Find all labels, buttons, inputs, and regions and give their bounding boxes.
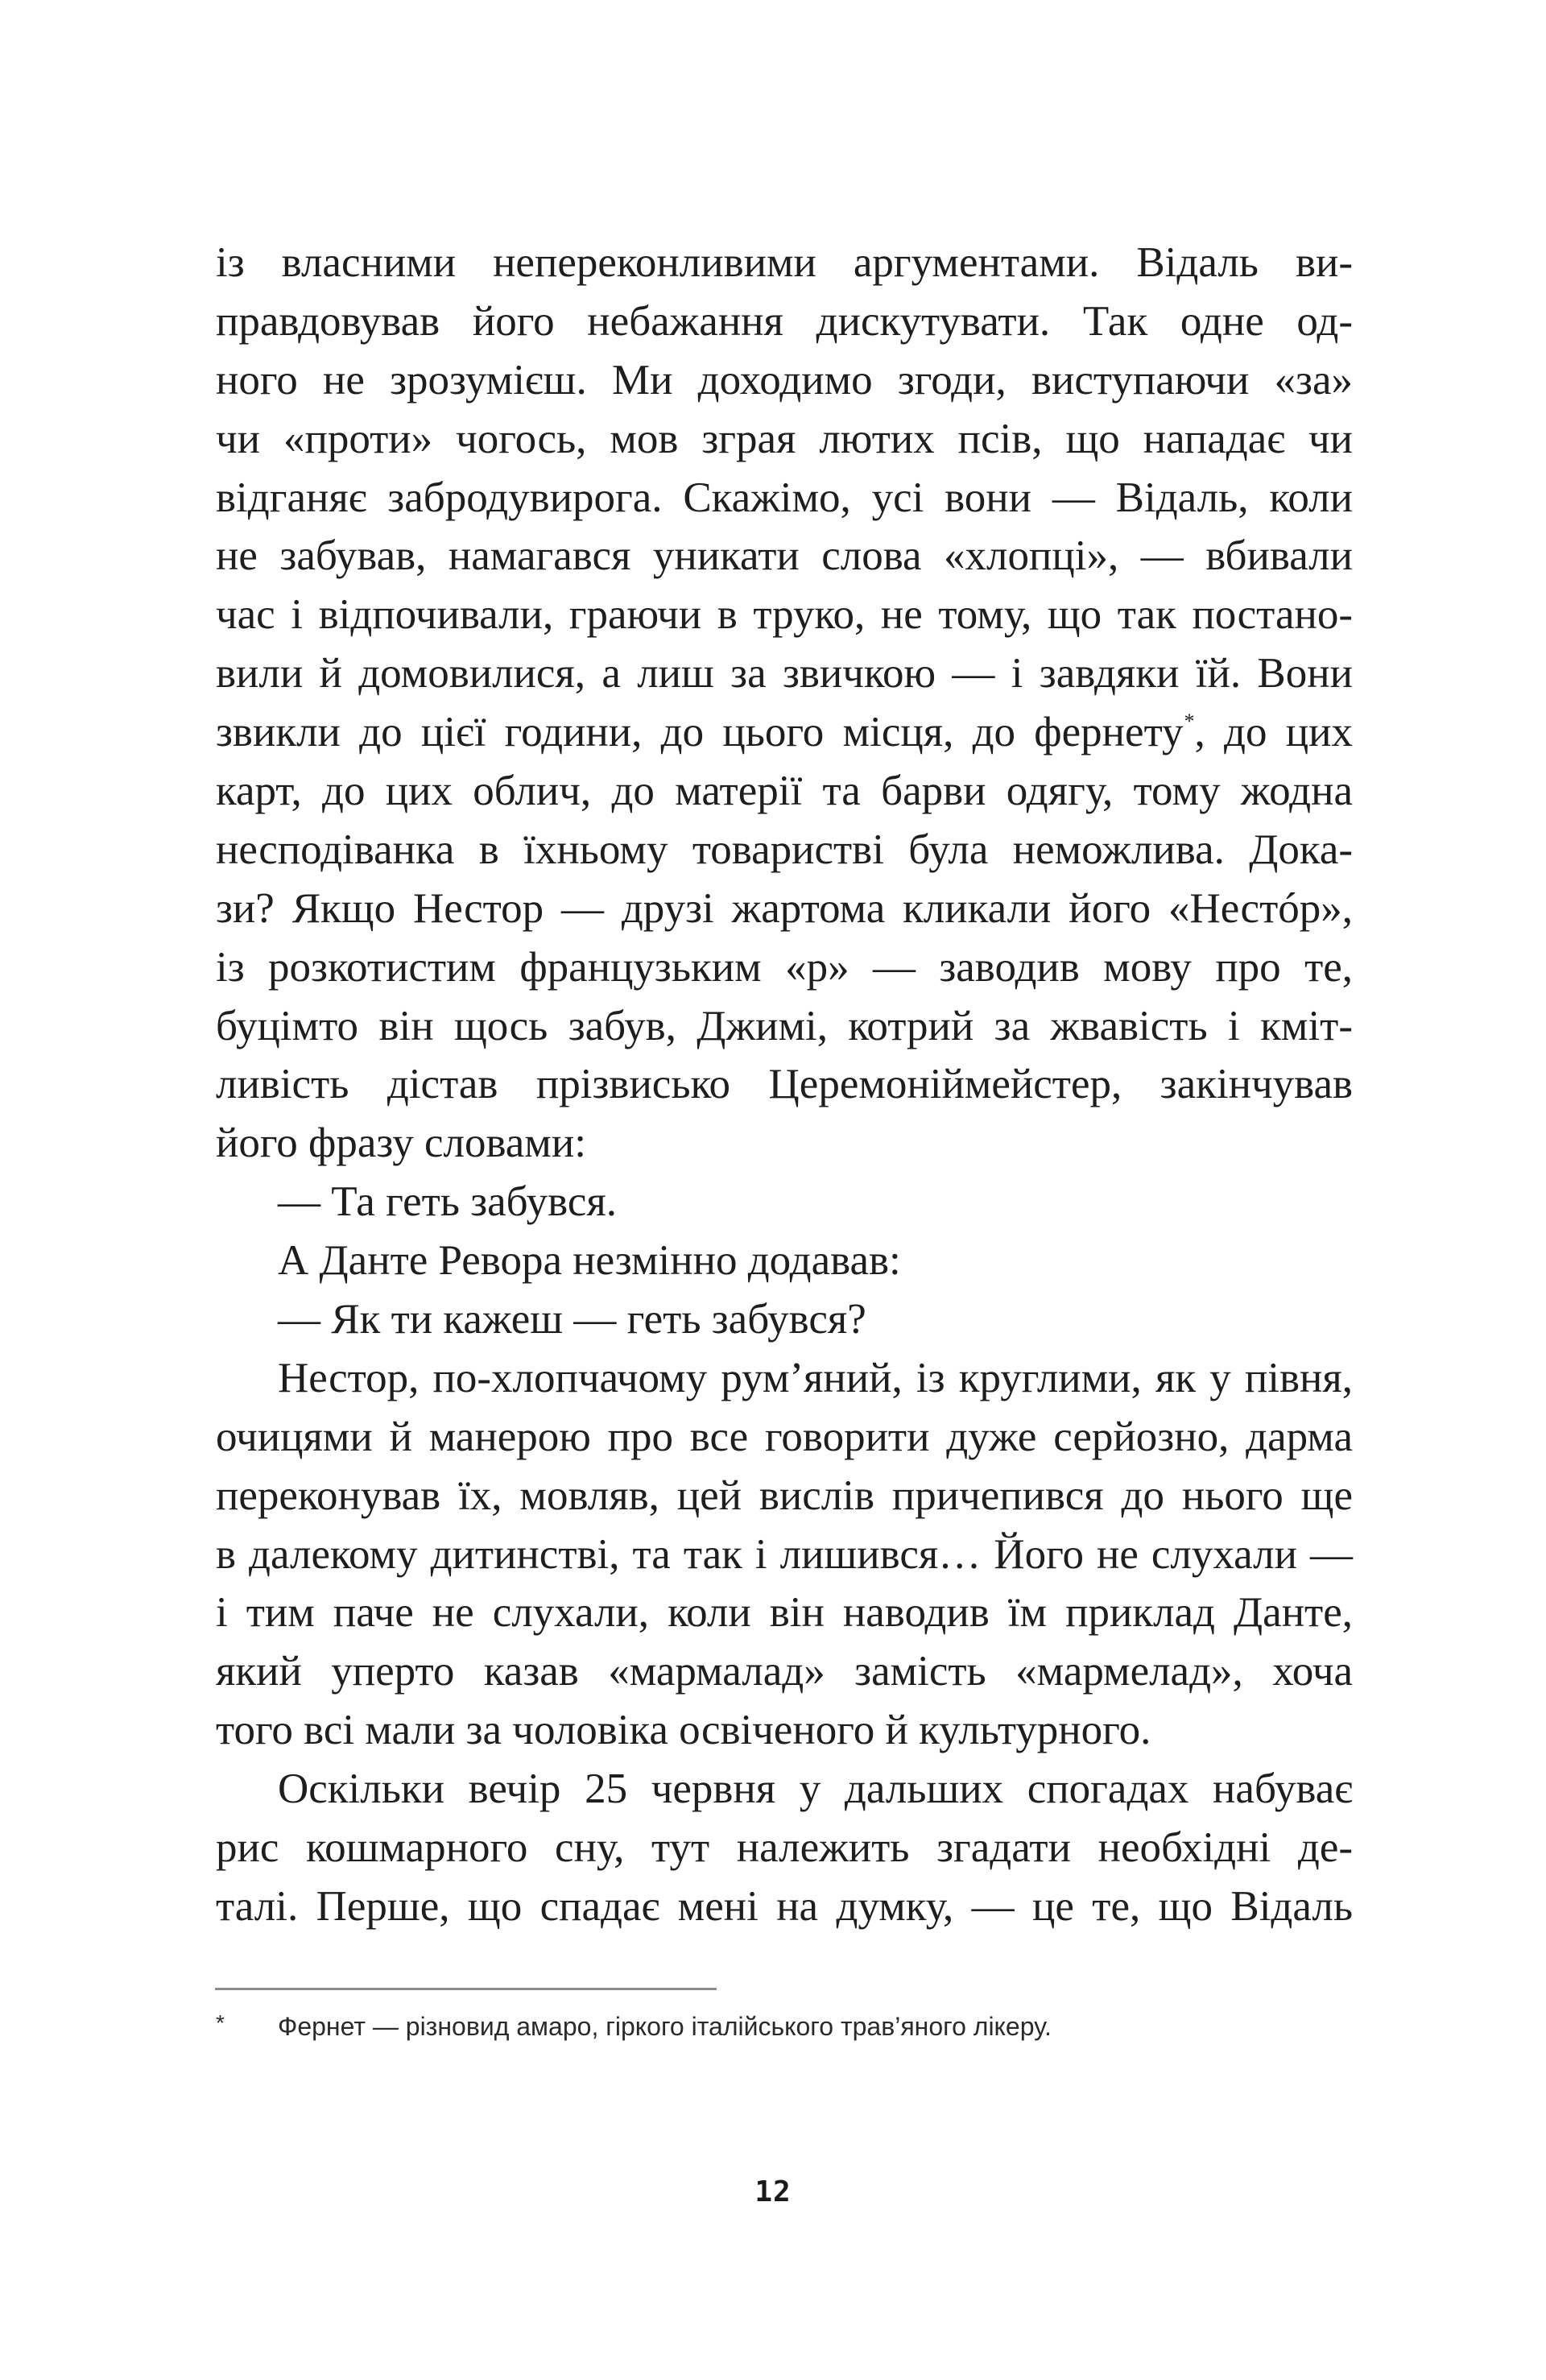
text-line: А Данте Ревора незмінно додавав: <box>278 1237 901 1285</box>
text-line: із розкотистим французьким «р» — заводив мову про те, <box>216 943 1353 991</box>
text-line: який уперто казав «мармалад» замість «мармелад», хоча <box>216 1648 1353 1695</box>
text-line: ного не зрозумієш. Ми доходимо згоди, виступаючи «за» <box>216 356 1353 404</box>
footnote-marker: * <box>216 2010 225 2035</box>
text-line: зи? Якщо Нестор — друзі жартома кликали його «Нестóр», <box>216 884 1353 932</box>
text-line: буцімто він щось забув, Джимі, котрий за жвавість і кміт- <box>216 1002 1353 1049</box>
text-line: вили й домовилися, а лиш за звичкою — і завдяки їй. Вони <box>216 650 1353 697</box>
footnote-reference[interactable]: * <box>1184 710 1195 734</box>
text-line: його фразу словами: <box>216 1120 586 1167</box>
text-line: в далекому дитинстві, та так і лишився… Його не слухали — <box>216 1530 1353 1578</box>
paragraph-first-line: Нестор, по-хлопчачому рум’яний, із круглими, як у півня, <box>278 1354 1353 1401</box>
text-line: несподіванка в їхньому товаристві була неможлива. Дока- <box>216 826 1353 873</box>
text-line: переконував їх, мовляв, цей вислів причепився до нього ще <box>216 1471 1353 1519</box>
text-segment: звикли до цієї години, до цього місця, до фернету <box>216 709 1184 756</box>
text-line: із власними непереконливими аргументами. Відаль ви- <box>216 239 1353 286</box>
text-line: час і відпочивали, граючи в труко, не тому, що так постано- <box>216 591 1353 639</box>
text-line: того всі мали за чоловіка освіченого й культурного. <box>216 1707 1151 1754</box>
footnote <box>216 2010 1353 2043</box>
text-line: очицями й манерою про все говорити дуже серйозно, дарма <box>216 1413 1353 1460</box>
dialogue-line: — Та геть забувся. <box>278 1178 617 1226</box>
text-line: і тим паче не слухали, коли він наводив їм приклад Данте, <box>216 1589 1353 1637</box>
body-text <box>216 234 1353 1936</box>
footnote-separator <box>215 1988 717 1990</box>
text-line: відганяє забродувирога. Скажімо, усі вони — Відаль, коли <box>216 474 1353 521</box>
text-segment: , до цих <box>1194 709 1353 756</box>
text-line: ливість дістав прізвисько Церемоніймейстер, закінчував <box>216 1061 1353 1108</box>
text-line: карт, до цих облич, до матерії та барви одягу, тому жодна <box>216 768 1353 815</box>
paragraph-first-line: Оскільки вечір 25 червня у дальших спогадах набуває <box>278 1765 1353 1813</box>
text-line: не забував, намагався уникати слова «хлопці», — вбивали <box>216 532 1353 580</box>
page-number: 12 <box>754 2175 792 2208</box>
text-line-with-footnote-ref <box>216 703 1353 762</box>
text-line: чи «проти» чогось, мов зграя лютих псів, що нападає чи <box>216 415 1353 462</box>
text-line: талі. Перше, що спадає мені на думку, — це те, що Відаль <box>216 1882 1353 1930</box>
text-line: правдовував його небажання дискутувати. Так одне од- <box>216 297 1353 345</box>
text-line: рис кошмарного сну, тут належить згадати необхідні де- <box>216 1824 1353 1872</box>
dialogue-line: — Як ти кажеш — геть забувся? <box>278 1296 866 1343</box>
footnote-text: Фернет — різновид амаро, гіркого італійського трав’яного лікеру. <box>278 2012 1052 2041</box>
